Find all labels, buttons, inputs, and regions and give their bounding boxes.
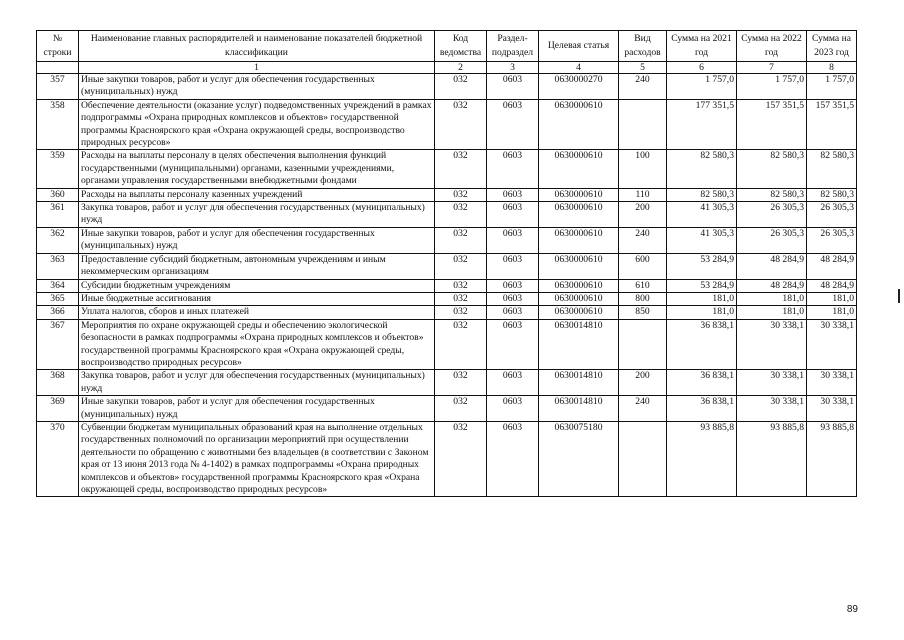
- sum-2021: 181,0: [667, 306, 737, 319]
- expense-type: 240: [619, 396, 667, 422]
- department-code: 032: [435, 202, 487, 228]
- column-index-row: [37, 62, 857, 74]
- section-code: 0603: [487, 370, 539, 396]
- sum-2022: 1 757,0: [737, 74, 807, 100]
- row-name: Субсидии бюджетным учреждениям: [79, 279, 435, 292]
- department-code: 032: [435, 74, 487, 100]
- row-number: 367: [37, 319, 79, 370]
- sum-2023: 26 305,3: [807, 227, 857, 253]
- expense-type: 600: [619, 253, 667, 279]
- row-name: Расходы на выплаты персоналу в целях обеспечения выполнения функций государственными (муниципальными) органами, казенными учреждениями, органами управления государственными внебюджетными фондами: [79, 150, 435, 188]
- table-row: [37, 74, 857, 100]
- row-name: Иные закупки товаров, работ и услуг для обеспечения государственных (муниципальных) нужд: [79, 74, 435, 100]
- target-item: 0630075180: [539, 421, 619, 496]
- sum-2022: 82 580,3: [737, 188, 807, 201]
- row-name: Уплата налогов, сборов и иных платежей: [79, 306, 435, 319]
- sum-2023: 181,0: [807, 306, 857, 319]
- row-name: Расходы на выплаты персоналу казенных учреждений: [79, 188, 435, 201]
- table-row: [37, 227, 857, 253]
- table-row: [37, 319, 857, 370]
- sum-2021: 1 757,0: [667, 74, 737, 100]
- target-item: 0630000610: [539, 99, 619, 150]
- department-code: 032: [435, 253, 487, 279]
- row-name: Закупка товаров, работ и услуг для обеспечения государственных (муниципальных) нужд: [79, 202, 435, 228]
- sum-2022: 93 885,8: [737, 421, 807, 496]
- section-code: 0603: [487, 421, 539, 496]
- header-sum-2021: Сумма на 2021 год: [667, 31, 737, 62]
- department-code: 032: [435, 279, 487, 292]
- header-sum-2023: Сумма на 2023 год: [807, 31, 857, 62]
- column-index-blank: [37, 62, 79, 74]
- expense-type: 800: [619, 292, 667, 305]
- department-code: 032: [435, 396, 487, 422]
- target-item: 0630000610: [539, 306, 619, 319]
- section-code: 0603: [487, 99, 539, 150]
- table-row: [37, 396, 857, 422]
- section-code: 0603: [487, 188, 539, 201]
- row-number: 363: [37, 253, 79, 279]
- expense-type: 110: [619, 188, 667, 201]
- table-row: [37, 202, 857, 228]
- department-code: 032: [435, 370, 487, 396]
- header-row: [37, 31, 857, 62]
- sum-2021: 53 284,9: [667, 253, 737, 279]
- target-item: 0630000610: [539, 253, 619, 279]
- sum-2023: 30 338,1: [807, 370, 857, 396]
- table-body: [37, 74, 857, 497]
- row-number: 357: [37, 74, 79, 100]
- sum-2023: 157 351,5: [807, 99, 857, 150]
- sum-2021: 93 885,8: [667, 421, 737, 496]
- target-item: 0630000610: [539, 227, 619, 253]
- row-number: 368: [37, 370, 79, 396]
- page-number: 89: [846, 604, 858, 615]
- sum-2022: 181,0: [737, 306, 807, 319]
- margin-mark: [898, 289, 900, 303]
- department-code: 032: [435, 421, 487, 496]
- sum-2021: 181,0: [667, 292, 737, 305]
- header-department-code: Код ведомства: [435, 31, 487, 62]
- table-row: [37, 150, 857, 188]
- header-sum-2022: Сумма на 2022 год: [737, 31, 807, 62]
- header-row-number: № строки: [37, 31, 79, 62]
- sum-2021: 177 351,5: [667, 99, 737, 150]
- sum-2022: 26 305,3: [737, 227, 807, 253]
- section-code: 0603: [487, 396, 539, 422]
- table-row: [37, 99, 857, 150]
- row-number: 364: [37, 279, 79, 292]
- target-item: 0630000610: [539, 292, 619, 305]
- header-name: Наименование главных распорядителей и наименование показателей бюджетной классификации: [79, 31, 435, 62]
- section-code: 0603: [487, 227, 539, 253]
- sum-2023: 93 885,8: [807, 421, 857, 496]
- section-code: 0603: [487, 319, 539, 370]
- sum-2022: 26 305,3: [737, 202, 807, 228]
- row-name: Иные закупки товаров, работ и услуг для обеспечения государственных (муниципальных) нужд: [79, 396, 435, 422]
- sum-2022: 30 338,1: [737, 370, 807, 396]
- column-index: 2: [435, 62, 487, 74]
- header-section: Раздел-подраздел: [487, 31, 539, 62]
- table-row: [37, 292, 857, 305]
- expense-type: 100: [619, 150, 667, 188]
- sum-2021: 36 838,1: [667, 370, 737, 396]
- sum-2023: 82 580,3: [807, 150, 857, 188]
- row-number: 365: [37, 292, 79, 305]
- expense-type: 240: [619, 227, 667, 253]
- expense-type: 200: [619, 370, 667, 396]
- department-code: 032: [435, 319, 487, 370]
- sum-2023: 48 284,9: [807, 253, 857, 279]
- section-code: 0603: [487, 202, 539, 228]
- target-item: 0630000610: [539, 202, 619, 228]
- table-row: [37, 279, 857, 292]
- department-code: 032: [435, 150, 487, 188]
- row-number: 362: [37, 227, 79, 253]
- sum-2021: 53 284,9: [667, 279, 737, 292]
- row-number: 361: [37, 202, 79, 228]
- sum-2021: 41 305,3: [667, 227, 737, 253]
- department-code: 032: [435, 227, 487, 253]
- expense-type: 850: [619, 306, 667, 319]
- row-name: Иные закупки товаров, работ и услуг для обеспечения государственных (муниципальных) нужд: [79, 227, 435, 253]
- table-row: [37, 306, 857, 319]
- section-code: 0603: [487, 279, 539, 292]
- target-item: 0630014810: [539, 319, 619, 370]
- row-name: Субвенции бюджетам муниципальных образований края на выполнение отдельных государственных полномочий по организации мероприятий при осуществлении деятельности по обращению с животными без владельцев (в соответствии с Законом края от 13 июня 2013 года № 4-1402) в рамках подпрограммы «Охрана природных комплексов и объектов» государственной программы Красноярского края «Охрана окружающей среды, воспроизводство природных ресурсов»: [79, 421, 435, 496]
- expense-type: 240: [619, 74, 667, 100]
- target-item: 0630000610: [539, 279, 619, 292]
- sum-2022: 30 338,1: [737, 319, 807, 370]
- table-row: [37, 421, 857, 496]
- sum-2023: 82 580,3: [807, 188, 857, 201]
- sum-2023: 1 757,0: [807, 74, 857, 100]
- sum-2023: 181,0: [807, 292, 857, 305]
- sum-2022: 82 580,3: [737, 150, 807, 188]
- sum-2021: 41 305,3: [667, 202, 737, 228]
- table-row: [37, 253, 857, 279]
- section-code: 0603: [487, 292, 539, 305]
- sum-2021: 36 838,1: [667, 396, 737, 422]
- department-code: 032: [435, 306, 487, 319]
- column-index: 1: [79, 62, 435, 74]
- target-item: 0630014810: [539, 396, 619, 422]
- sum-2023: 30 338,1: [807, 396, 857, 422]
- section-code: 0603: [487, 253, 539, 279]
- sum-2021: 82 580,3: [667, 188, 737, 201]
- section-code: 0603: [487, 150, 539, 188]
- section-code: 0603: [487, 306, 539, 319]
- row-number: 366: [37, 306, 79, 319]
- sum-2022: 30 338,1: [737, 396, 807, 422]
- section-code: 0603: [487, 74, 539, 100]
- column-index: 4: [539, 62, 619, 74]
- column-index: 3: [487, 62, 539, 74]
- row-number: 359: [37, 150, 79, 188]
- sum-2022: 157 351,5: [737, 99, 807, 150]
- sum-2022: 181,0: [737, 292, 807, 305]
- expense-type: [619, 421, 667, 496]
- column-index: 7: [737, 62, 807, 74]
- budget-table: [36, 30, 857, 497]
- sum-2021: 82 580,3: [667, 150, 737, 188]
- department-code: 032: [435, 292, 487, 305]
- row-name: Предоставление субсидий бюджетным, автономным учреждениям и иным некоммерческим организациям: [79, 253, 435, 279]
- table-row: [37, 188, 857, 201]
- target-item: 0630014810: [539, 370, 619, 396]
- row-name: Обеспечение деятельности (оказание услуг) подведомственных учреждений в рамках подпрограммы «Охрана природных комплексов и объектов» государственной программы Красноярского края «Охрана окружающей среды, воспроизводство природных ресурсов»: [79, 99, 435, 150]
- expense-type: 200: [619, 202, 667, 228]
- sum-2021: 36 838,1: [667, 319, 737, 370]
- sum-2022: 48 284,9: [737, 253, 807, 279]
- expense-type: [619, 319, 667, 370]
- sum-2023: 30 338,1: [807, 319, 857, 370]
- department-code: 032: [435, 188, 487, 201]
- target-item: 0630000610: [539, 188, 619, 201]
- row-number: 360: [37, 188, 79, 201]
- target-item: 0630000610: [539, 150, 619, 188]
- row-number: 369: [37, 396, 79, 422]
- header-target-item: Целевая статья: [539, 31, 619, 62]
- header-expense-type: Вид расходов: [619, 31, 667, 62]
- row-name: Закупка товаров, работ и услуг для обеспечения государственных (муниципальных) нужд: [79, 370, 435, 396]
- sum-2022: 48 284,9: [737, 279, 807, 292]
- target-item: 0630000270: [539, 74, 619, 100]
- row-number: 358: [37, 99, 79, 150]
- table-row: [37, 370, 857, 396]
- column-index: 6: [667, 62, 737, 74]
- row-name: Иные бюджетные ассигнования: [79, 292, 435, 305]
- expense-type: [619, 99, 667, 150]
- sum-2023: 48 284,9: [807, 279, 857, 292]
- row-name: Мероприятия по охране окружающей среды и обеспечению экологической безопасности в рамках подпрограммы «Охрана природных комплексов и объектов» государственной программы Красноярского края «Охрана окружающей среды, воспроизводство природных ресурсов»: [79, 319, 435, 370]
- expense-type: 610: [619, 279, 667, 292]
- sum-2023: 26 305,3: [807, 202, 857, 228]
- column-index: 8: [807, 62, 857, 74]
- column-index: 5: [619, 62, 667, 74]
- row-number: 370: [37, 421, 79, 496]
- department-code: 032: [435, 99, 487, 150]
